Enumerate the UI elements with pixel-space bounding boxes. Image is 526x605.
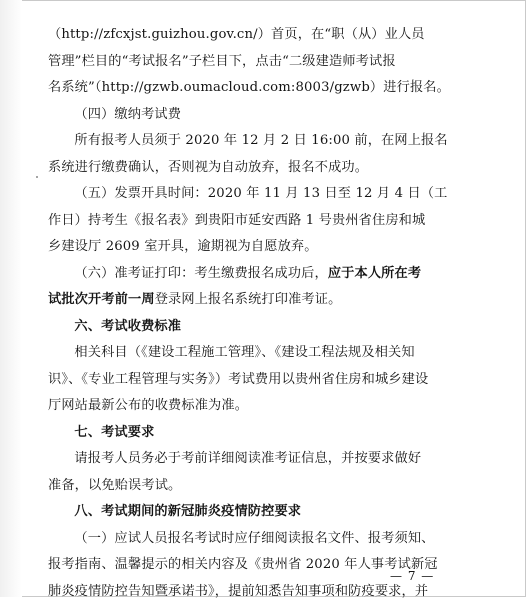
text-run: 登录网上报名系统打印准考证。	[155, 292, 342, 307]
text-run: （六）准考证打印：考生缴费报名成功后，	[74, 266, 327, 281]
section-heading: 八、考试期间的新冠肺炎疫情防控要求	[48, 499, 480, 526]
scan-speck	[36, 176, 38, 178]
text-line: 乡建设厅 2609 室开具，逾期视为自愿放弃。	[48, 234, 480, 261]
text-line: 作日）持考生《报名表》到贵阳市延安西路 1 号贵州省住房和城	[48, 208, 480, 235]
subsection-heading: （四）缴纳考试费	[48, 102, 480, 129]
text-line: 识》、《专业工程管理与实务》）考试费用以贵州省住房和城乡建设	[48, 367, 480, 394]
text-line: 报考指南、温馨提示的相关内容及《贵州省 2020 年人事考试新冠	[48, 552, 480, 579]
text-line: （五）发票开具时间：2020 年 11 月 13 日至 12 月 4 日（工	[48, 181, 480, 208]
text-line: 肺炎疫情防控告知暨承诺书》，提前知悉告知事项和防疫要求，并	[48, 579, 480, 605]
text-line: 管理”栏目的“考试报名”子栏目下，点击“二级建造师考试报	[48, 49, 480, 76]
text-line: 相关科目（《建设工程施工管理》、《建设工程法规及相关知	[48, 340, 480, 367]
text-line: 系统进行缴费确认，否则视为自动放弃，报名不成功。	[48, 155, 480, 182]
text-line: 准备，以免贻误考试。	[48, 473, 480, 500]
document-page	[48, 22, 480, 605]
text-line: 厅网站最新公布的收费标准为准。	[48, 393, 480, 420]
text-line: 请报考人员务必于考前详细阅读准考证信息，并按要求做好	[48, 446, 480, 473]
text-line: 所有报考人员须于 2020 年 12 月 2 日 16:00 前，在网上报名	[48, 128, 480, 155]
text-line: （一）应试人员报名考试时应仔细阅读报名文件、报考须知、	[48, 526, 480, 553]
text-line: 名系统”（http://gzwb.oumacloud.com:8003/gzwb）进行报名。	[48, 75, 480, 102]
scan-edge-shadow	[0, 0, 22, 597]
text-line	[48, 261, 480, 288]
bold-text-run: 应于本人所在考	[328, 266, 421, 281]
bold-text-run: 试批次开考前一周	[48, 292, 155, 307]
section-heading: 七、考试要求	[48, 420, 480, 447]
page-number: — 7 —	[390, 569, 434, 583]
text-line: （http://zfcxjst.guizhou.gov.cn/）首页，在“职（从）业人员	[48, 22, 480, 49]
text-line	[48, 287, 480, 314]
section-heading: 六、考试收费标准	[48, 314, 480, 341]
